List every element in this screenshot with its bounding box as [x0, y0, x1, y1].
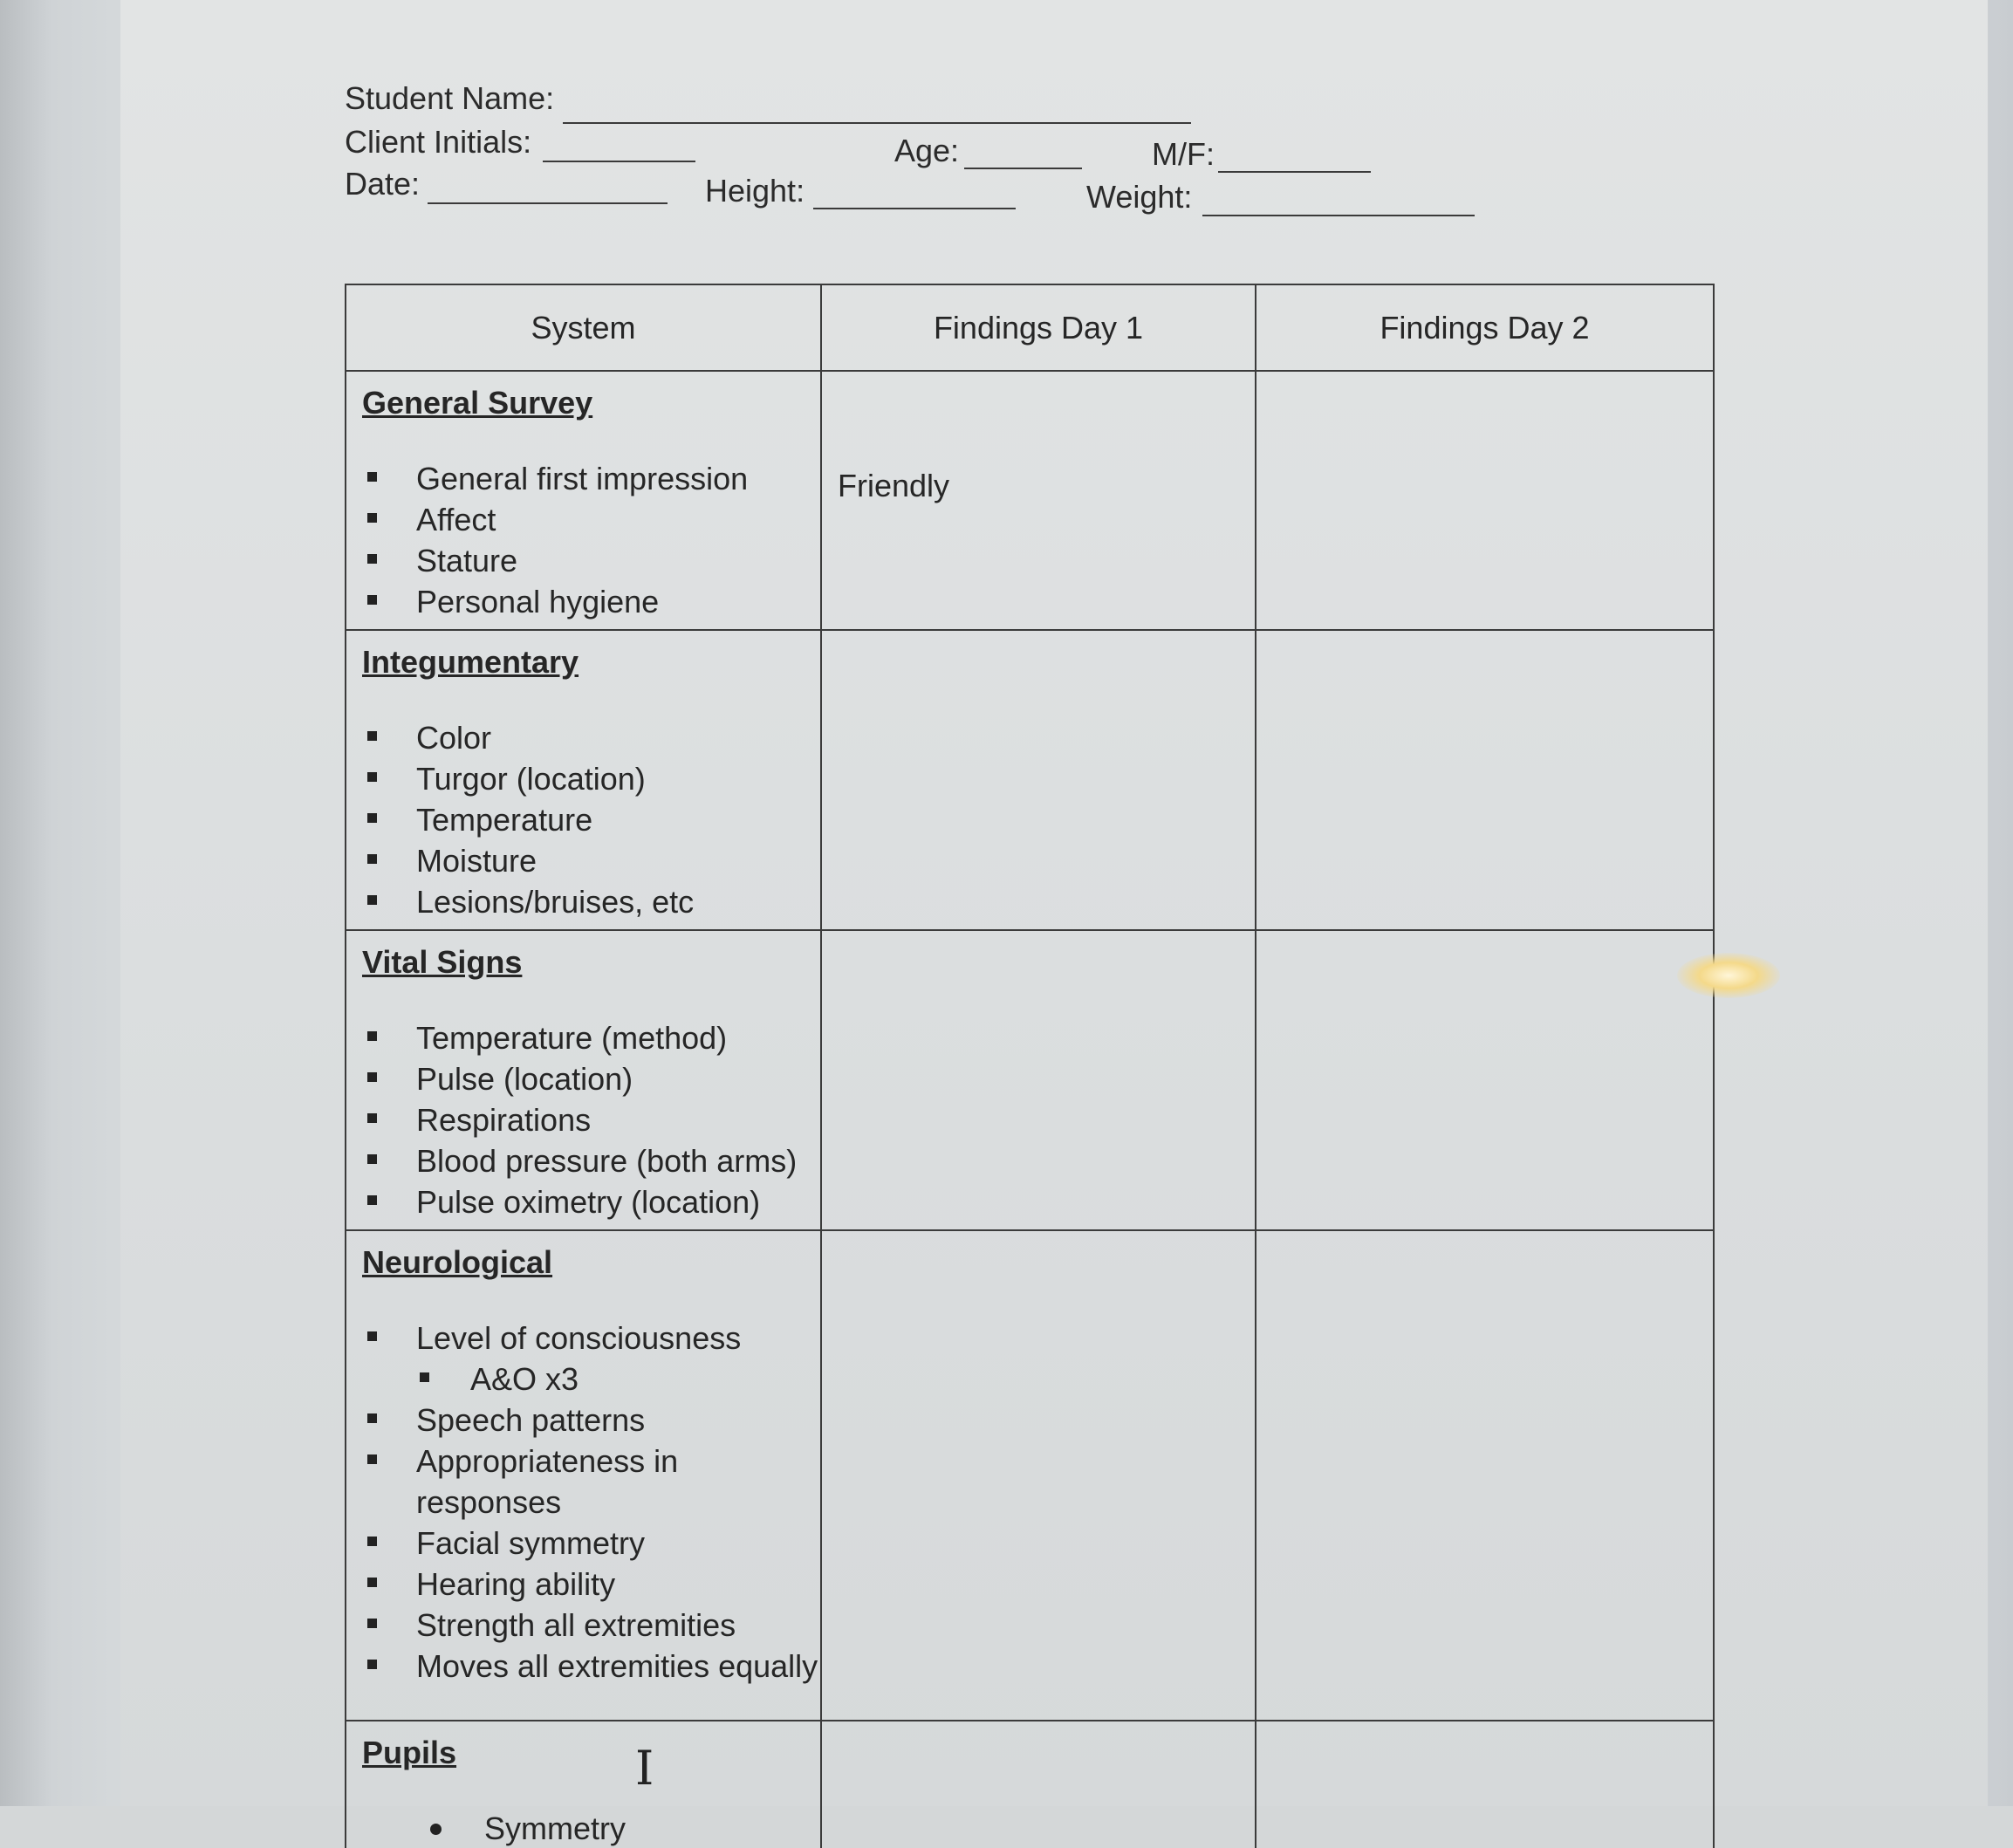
mf-blank[interactable]: [1218, 171, 1371, 173]
list-item: Color: [362, 717, 820, 758]
findings-day2-pupils[interactable]: [1256, 1721, 1714, 1848]
findings-day2-vital-signs[interactable]: [1256, 930, 1714, 1230]
list-item: Appropriateness in responses: [362, 1441, 820, 1523]
square-bullet-icon: [367, 1195, 377, 1205]
table-header-row: [346, 284, 1714, 371]
table-row: [346, 930, 1714, 1230]
list-item: Affect: [362, 499, 820, 540]
column-header-day1: Findings Day 1: [821, 284, 1256, 371]
item-list: [362, 458, 820, 622]
client-initials-blank[interactable]: [543, 161, 695, 162]
square-bullet-icon: [367, 1537, 377, 1546]
section-title-neurological: Neurological: [362, 1244, 553, 1280]
square-bullet-icon: [367, 1454, 377, 1464]
square-bullet-icon: [367, 513, 377, 523]
square-bullet-icon: [367, 1113, 377, 1123]
section-title-pupils: Pupils: [362, 1735, 457, 1770]
list-item: Temperature (method): [362, 1017, 820, 1058]
list-item: Stature: [362, 540, 820, 581]
item-list: [362, 1017, 820, 1222]
height-label: Height:: [705, 173, 805, 209]
item-list: [362, 1318, 820, 1687]
square-bullet-icon: [367, 472, 377, 482]
square-bullet-icon: [367, 895, 377, 905]
weight-blank[interactable]: [1202, 215, 1475, 216]
height-blank[interactable]: [813, 208, 1016, 209]
table-row: [346, 371, 1714, 630]
square-bullet-icon: [367, 1331, 377, 1341]
student-name-blank[interactable]: [563, 122, 1191, 124]
square-bullet-icon: [367, 1578, 377, 1587]
age-blank[interactable]: [964, 168, 1082, 169]
system-cell-vital-signs: [346, 930, 821, 1230]
square-bullet-icon: [367, 854, 377, 864]
square-bullet-icon: [367, 1619, 377, 1628]
section-title-vital-signs: Vital Signs: [362, 944, 523, 980]
list-item: Respirations: [362, 1099, 820, 1140]
square-bullet-icon: [367, 1031, 377, 1041]
system-cell-general-survey: [346, 371, 821, 630]
list-item: Facial symmetry: [362, 1523, 820, 1564]
findings-day2-neurological[interactable]: [1256, 1230, 1714, 1721]
square-bullet-icon: [367, 1072, 377, 1082]
square-bullet-icon: [367, 595, 377, 605]
list-item: Lesions/bruises, etc: [362, 881, 820, 922]
list-item: Personal hygiene: [362, 581, 820, 622]
client-initials-label: Client Initials:: [345, 124, 532, 160]
date-blank[interactable]: [428, 202, 668, 204]
square-bullet-icon: [420, 1372, 429, 1382]
item-list: [362, 1808, 820, 1848]
findings-day1-general-survey[interactable]: Friendly: [821, 371, 1256, 630]
square-bullet-icon: [367, 1660, 377, 1669]
column-header-system: System: [346, 284, 821, 371]
system-cell-pupils: [346, 1721, 821, 1848]
findings-day2-general-survey[interactable]: [1256, 371, 1714, 630]
system-cell-integumentary: [346, 630, 821, 930]
square-bullet-icon: [367, 731, 377, 741]
table-row: [346, 1721, 1714, 1848]
assessment-table: [345, 284, 1715, 1848]
square-bullet-icon: [367, 1413, 377, 1423]
column-header-day2: Findings Day 2: [1256, 284, 1714, 371]
item-list: [362, 717, 820, 922]
list-item: Moisture: [362, 840, 820, 881]
list-item: Level of consciousness: [362, 1318, 820, 1359]
findings-day1-pupils[interactable]: [821, 1721, 1256, 1848]
text-cursor-icon: I: [635, 1741, 654, 1796]
list-item: Pulse oximetry (location): [362, 1181, 820, 1222]
list-item: Pulse (location): [362, 1058, 820, 1099]
list-item: Moves all extremities equally: [362, 1646, 820, 1687]
section-title-general-survey: General Survey: [362, 385, 593, 421]
round-bullet-icon: [430, 1824, 442, 1835]
findings-day1-neurological[interactable]: [821, 1230, 1256, 1721]
list-subitem: A&O x3: [362, 1359, 820, 1400]
square-bullet-icon: [367, 1154, 377, 1164]
list-item: Strength all extremities: [362, 1605, 820, 1646]
square-bullet-icon: [367, 813, 377, 823]
list-item: Blood pressure (both arms): [362, 1140, 820, 1181]
list-item: Temperature: [362, 799, 820, 840]
age-label: Age:: [894, 133, 960, 168]
findings-day2-integumentary[interactable]: [1256, 630, 1714, 930]
date-label: Date:: [345, 166, 421, 202]
table-row: [346, 630, 1714, 930]
light-glare: [1677, 953, 1780, 998]
student-name-label: Student Name:: [345, 80, 555, 116]
system-cell-neurological: [346, 1230, 821, 1721]
square-bullet-icon: [367, 772, 377, 782]
table-row: [346, 1230, 1714, 1721]
list-item: General first impression: [362, 458, 820, 499]
list-item: Hearing ability: [362, 1564, 820, 1605]
list-item: Symmetry: [362, 1808, 820, 1848]
section-title-integumentary: Integumentary: [362, 644, 579, 680]
list-item: Turgor (location): [362, 758, 820, 799]
square-bullet-icon: [367, 554, 377, 564]
findings-day1-integumentary[interactable]: [821, 630, 1256, 930]
findings-day1-vital-signs[interactable]: [821, 930, 1256, 1230]
weight-label: Weight:: [1086, 179, 1193, 215]
list-item: Speech patterns: [362, 1400, 820, 1441]
mf-label: M/F:: [1152, 136, 1215, 172]
